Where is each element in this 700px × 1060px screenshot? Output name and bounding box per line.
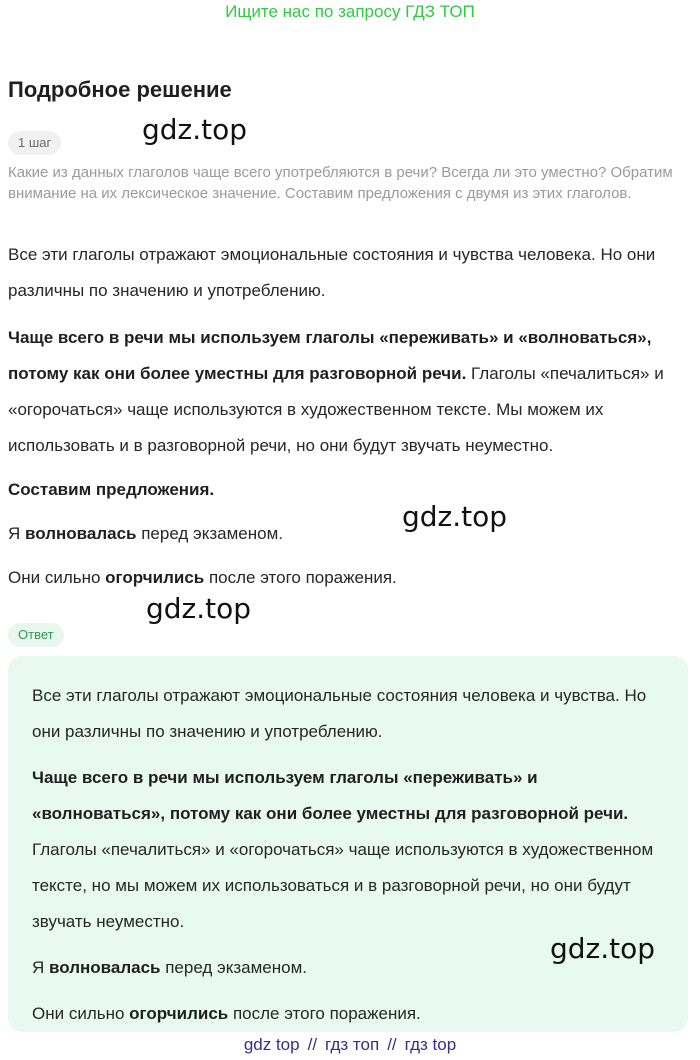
solution-paragraph: Все эти глаголы отражают эмоциональные состояния и чувства человека. Но они различны по значению и употреблению. [8,245,656,300]
watermark: gdz.top [146,592,252,625]
bold-text: огорчились [105,568,205,587]
plain-text: перед экзаменом. [136,524,283,543]
bold-text: огорчились [129,1004,229,1023]
plain-text: Я [8,524,25,543]
bold-text: Чаще всего в речи мы используем глаголы «переживать» и «волноваться», потому как они более уместны для разговорной речи. [8,328,652,383]
plain-text: после этого поражения. [204,568,397,587]
footer-separator: // [307,1035,318,1054]
answer-paragraph: Все эти глаголы отражают эмоциональные состояния человека и чувства. Но они различны по значению и употреблению. [32,686,647,741]
footer-link[interactable]: гдз top [404,1035,457,1054]
section-title: Подробное решение [8,77,232,102]
example-sentence [8,560,692,596]
solution-paragraph [8,472,692,508]
question-text: Какие из данных глаголов чаще всего употребляются в речи? Всегда ли это уместно? Обратим внимание на их лексическое значение. Составим предложения с двумя из этих глаголов. [8,164,673,202]
plain-text: Они сильно [8,568,106,587]
plain-text: Глаголы «печалиться» и «огорочаться» чаще используются в художественном тексте, но мы можем их использоваться и в разговорной речи, но они будут звучать неуместно. [32,840,654,931]
answer-badge: Ответ [8,623,64,647]
search-banner: Ищите нас по запросу ГДЗ ТОП [225,2,475,21]
footer-separator: // [387,1035,397,1054]
bold-text: Чаще всего в речи мы используем глаголы «переживать» и «волноваться», потому как они более уместны для разговорной речи. [32,768,629,823]
bold-text: волновалась [49,958,161,977]
footer-link[interactable]: gdz top [243,1035,300,1054]
answer-paragraph [32,760,664,940]
watermark: gdz.top [402,500,508,533]
solution-paragraph [8,320,692,464]
example-sentence [32,996,664,1032]
footer-links [0,1035,700,1055]
plain-text: перед экзаменом. [160,958,307,977]
answer-box [8,656,688,1032]
example-sentence [8,516,692,552]
watermark: gdz.top [142,113,248,146]
plain-text: Они сильно [32,1004,130,1023]
solution-body [8,237,692,596]
plain-text: Я [32,958,49,977]
step-badge: 1 шаг [8,131,61,155]
watermark: gdz.top [550,932,656,965]
bold-text: волновалась [25,524,137,543]
plain-text: после этого поражения. [228,1004,421,1023]
footer-link[interactable]: гдз топ [325,1035,380,1054]
plain-text: Глаголы «печалиться» и «огорочаться» чаще используются в художественном тексте. Мы можем их использовать и в разговорной речи, но они будут звучать неуместно. [8,364,664,455]
bold-text: Составим предложения. [8,480,215,499]
